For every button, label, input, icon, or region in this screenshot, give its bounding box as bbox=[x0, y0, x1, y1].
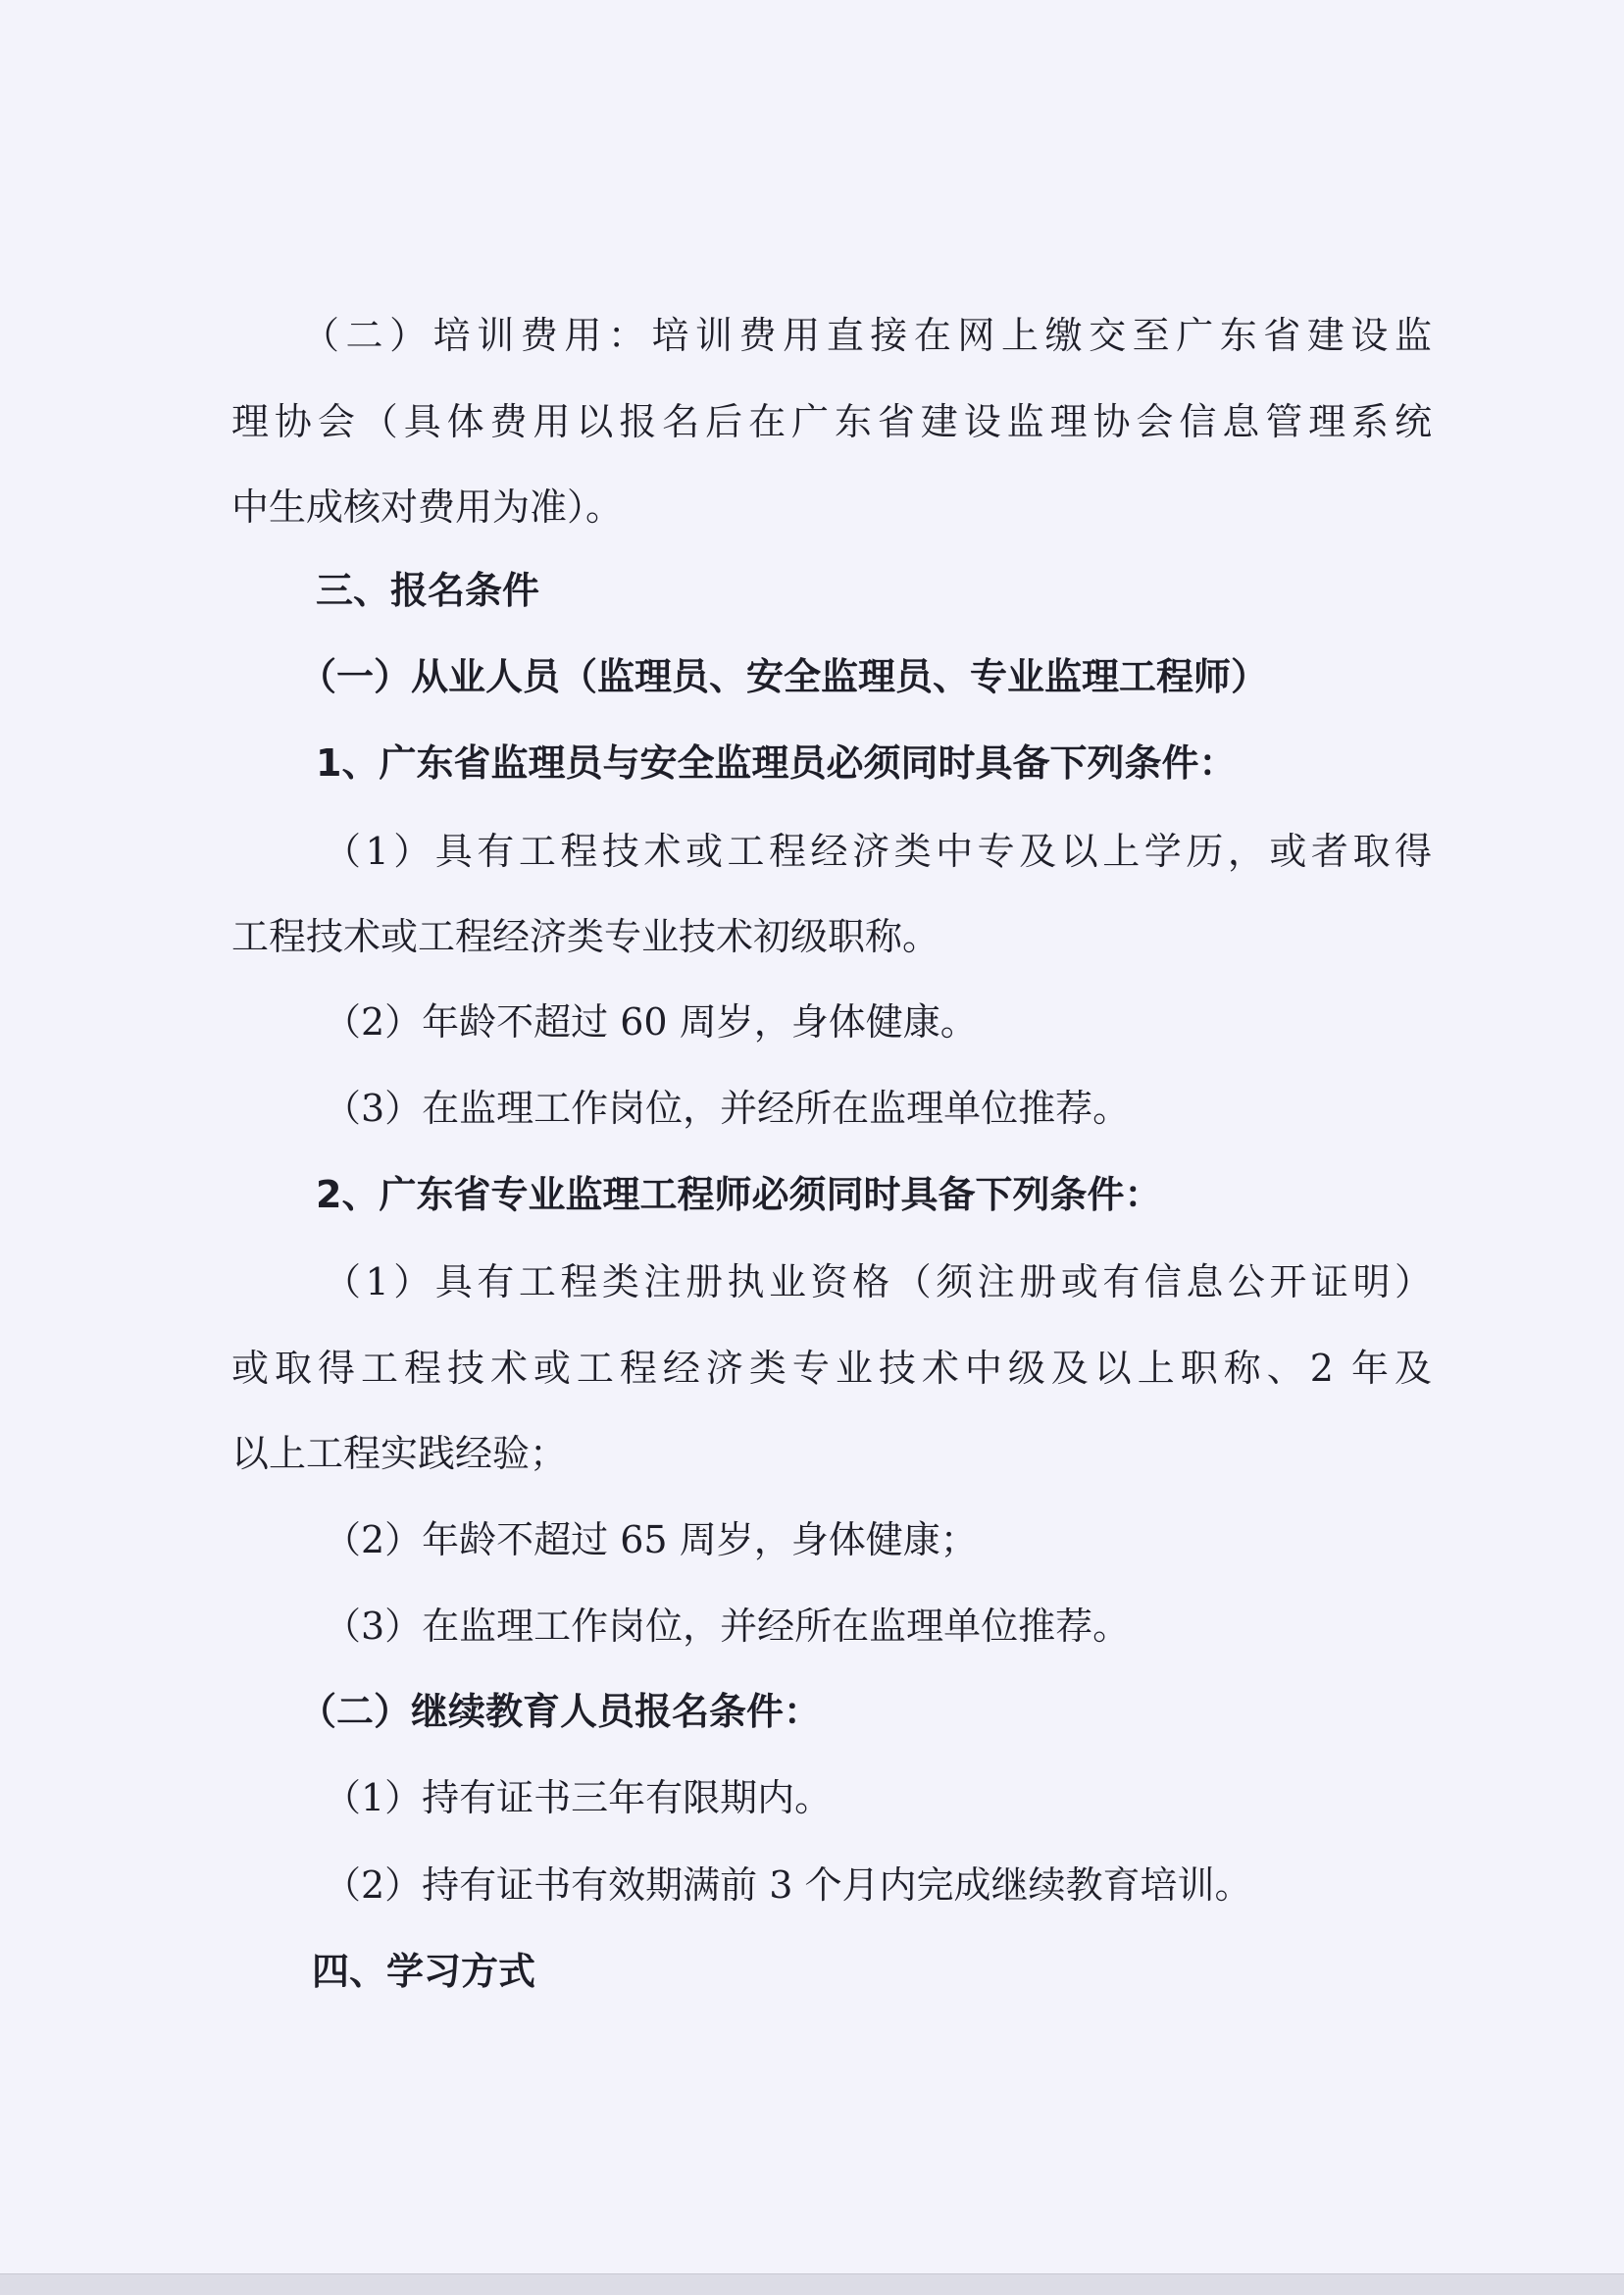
condition-2-1-line-3: 以上工程实践经验； bbox=[231, 1432, 568, 1475]
subsection-heading-practitioners: （一）从业人员（监理员、安全监理员、专业监理工程师） bbox=[299, 655, 1269, 698]
paragraph-training-fee-line-3: 中生成核对费用为准）。 bbox=[231, 485, 624, 529]
condition-2-1-line-2: 或取得工程技术或工程经济类专业技术中级及以上职称、2 年及 bbox=[231, 1347, 1432, 1390]
condition-1-2: （2）年龄不超过 60 周岁，身体健康。 bbox=[324, 1000, 978, 1044]
paragraph-training-fee-line-2: 理协会（具体费用以报名后在广东省建设监理协会信息管理系统 bbox=[231, 400, 1432, 443]
item-heading-supervisor-conditions: 1、广东省监理员与安全监理员必须同时具备下列条件： bbox=[316, 741, 1237, 785]
condition-2-1-line-1: （1）具有工程类注册执业资格（须注册或有信息公开证明） bbox=[324, 1260, 1432, 1303]
condition-2-2: （2）年龄不超过 65 周岁，身体健康； bbox=[324, 1518, 978, 1561]
scan-bottom-edge bbox=[0, 2273, 1624, 2295]
paragraph-training-fee-line-1: （二）培训费用：培训费用直接在网上缴交至广东省建设监 bbox=[302, 314, 1432, 357]
subsection-heading-continuing-education: （二）继续教育人员报名条件： bbox=[299, 1690, 822, 1733]
ce-condition-2: （2）持有证书有效期满前 3 个月内完成继续教育培训。 bbox=[324, 1863, 1252, 1907]
section-heading-study-method: 四、学习方式 bbox=[312, 1950, 536, 1993]
ce-condition-1: （1）持有证书三年有限期内。 bbox=[324, 1776, 833, 1819]
condition-2-3: （3）在监理工作岗位，并经所在监理单位推荐。 bbox=[324, 1605, 1131, 1648]
condition-1-1-line-1: （1）具有工程技术或工程经济类中专及以上学历，或者取得 bbox=[324, 830, 1432, 873]
item-heading-engineer-conditions: 2、广东省专业监理工程师必须同时具备下列条件： bbox=[316, 1173, 1162, 1216]
section-heading-registration-conditions: 三、报名条件 bbox=[316, 569, 540, 612]
condition-1-3: （3）在监理工作岗位，并经所在监理单位推荐。 bbox=[324, 1087, 1131, 1130]
condition-1-1-line-2: 工程技术或工程经济类专业技术初级职称。 bbox=[231, 915, 940, 958]
